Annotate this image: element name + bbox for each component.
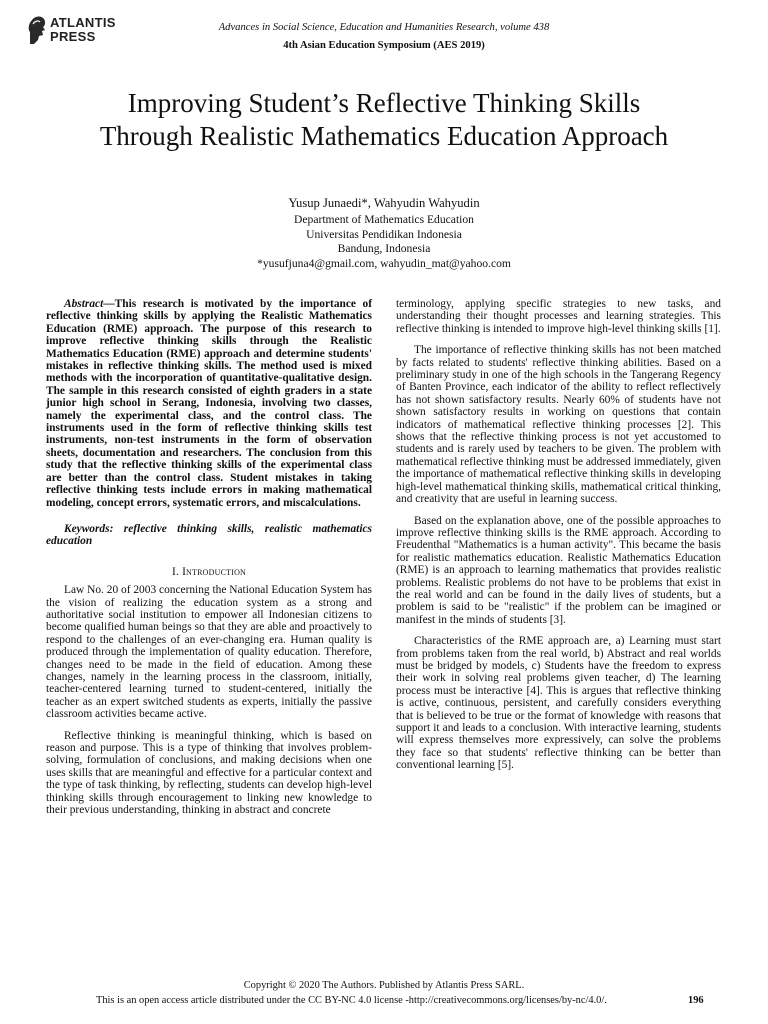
department: Department of Mathematics Education xyxy=(294,213,474,226)
copyright-line: Copyright © 2020 The Authors. Published by Atlantis Press SARL. xyxy=(243,980,525,991)
logo-line2: PRESS xyxy=(50,29,96,44)
title-line1: Improving Student’s Reflective Thinking Skills xyxy=(127,88,641,118)
logo-line1: ATLANTIS xyxy=(50,15,116,30)
section-number: I. xyxy=(171,565,179,578)
paragraph-5: Characteristics of the RME approach are, a) Learning must start from problems taken from the real world, b) Abstract and real worlds must be bridged by models, c) Students have the freedom to express their work in solving real problems given teacher, d) The learning process must be interactive [4]. This is argues that reflective thinking is active, continuous, persistent, and carefully considers everything that is believed to be true or the format of knowledge with reasons that support it and leads to a conclusion. With interactive learning, students will express themselves more expressively, can solve the problems they face so that students' reflective thinking can be better than conventional learning [5]. xyxy=(396,635,721,772)
symposium-title: 4th Asian Education Symposium (AES 2019) xyxy=(283,40,485,51)
paragraph-2-continued: terminology, applying specific strategies to new tasks, and understanding their thought processes and learning strategies. This reflective thinking is intended to improve high-level thinking skills [1]. xyxy=(396,298,721,335)
left-column xyxy=(46,298,372,816)
section-title: Introduction xyxy=(182,565,247,578)
paragraph-2: Reflective thinking is meaningful thinking, which is based on reason and purpose. This is a type of thinking that involves problem-solving, formulation of conclusions, and making decisions when one uses skills that are meaningful and effective for a particular context and the type of task thinking, by reflecting, students can develop high-level thinking skills through encouragement to linking new knowledge to their previous understanding, thinking in abstract and concrete xyxy=(46,729,372,817)
page-number: 196 xyxy=(688,995,704,1006)
authors: Yusup Junaedi*, Wahyudin Wahyudin xyxy=(288,196,480,210)
series-title: Advances in Social Science, Education and Humanities Research, volume 438 xyxy=(218,22,550,33)
paragraph-3: The importance of reflective thinking skills has not been matched by facts related to students' reflective thinking abilities. Based on a preliminary study in one of the high schools in the Tangerang Regency of Banten Province, each indicator of the ability to reflect reflectively has not shown satisfactory results. Nearly 60% of students have not shown satisfactory results in working on questions that contain indicators of mathematical reflective thinking processes [2]. This shows that the reflective thinking process is not yet accustomed to students and is rarely used by teachers to be given. The problem with mathematical reflective thinking must be addressed immediately, given the importance of mathematical reflective thinking skills in developing high-level mathematical thinking skills, mathematical critical thinking, and creativity that are useful in learning success. xyxy=(396,344,721,506)
keywords-text: reflective thinking skills, realistic mathematics education xyxy=(46,522,372,548)
license-line: This is an open access article distributed under the CC BY-NC 4.0 license -http://creativecommons.org/licenses/by-nc/4.0/. xyxy=(96,995,607,1006)
city: Bandung, Indonesia xyxy=(337,242,431,255)
abstract-text: This research is motivated by the importance of reflective thinking skills by applying the Realistic Mathematics Education (RME) approach. The purpose of this research to improve reflective thinking skills through the Realistic Mathematics Education (RME) approach and determine students' mistakes in reflective thinking skills. The method used is mixed methods with the incorporation of quantitative-qualitative design. The sample in this research consisted of eighth graders in a state junior high school in Serang, Indonesia, involving two classes, namely the experimental class, and the control class. The instruments used in the form of reflective thinking skills test instruments, non-test instruments in the form of observation sheets, documentation and researchers. The conclusion from this study that the reflective thinking skills of the experimental class are better than the control class. Student mistakes in taking reflective thinking tests include errors in making mathematical modeling, concept errors, systematic errors, and miscalculations. xyxy=(46,298,372,509)
right-column xyxy=(396,298,721,772)
emails: *yusufjuna4@gmail.com, wahyudin_mat@yahoo.com xyxy=(257,256,511,270)
paragraph-1: Law No. 20 of 2003 concerning the National Education System has the vision of realizing the education system as a strong and authoritative social institution to empower all Indonesian citizens to become qualified human beings so that they are able and proactively to respond to the challenges of an ever-changing era. Human quality is produced through the implementation of quality education. Therefore, changes need to be made in the field of education. Among these changes, namely in the learning process in the classroom, initially, teacher-centered learning turned to student-centered, initially the teacher as an expert switched students as experts, initially the passive classroom activities became active. xyxy=(46,584,372,721)
university: Universitas Pendidikan Indonesia xyxy=(306,227,462,241)
section-heading xyxy=(46,566,372,578)
paper-title xyxy=(30,87,738,153)
abstract-dash: — xyxy=(103,298,115,310)
affiliation xyxy=(0,213,768,271)
keywords-label: Keywords: xyxy=(64,522,114,535)
title-line2: Through Realistic Mathematics Education Approach xyxy=(99,121,669,151)
abstract xyxy=(46,298,372,509)
paragraph-4: Based on the explanation above, one of the possible approaches to improve reflective thinking skills is the RME approach. According to Freudenthal "Mathematics is a human activity". This became the basis for realistic mathematics education. Realistic Mathematics Education (RME) is an approach to learning mathematics that provides realistic problems. Realistic problems do not have to be problems that exist in the real world and can be found in the daily lives of students, but a problem is said to be "realistic" if the problem can be imagined or manifest in the minds of students [3]. xyxy=(396,514,721,626)
keywords xyxy=(46,523,372,548)
abstract-label: Abstract xyxy=(64,298,104,310)
